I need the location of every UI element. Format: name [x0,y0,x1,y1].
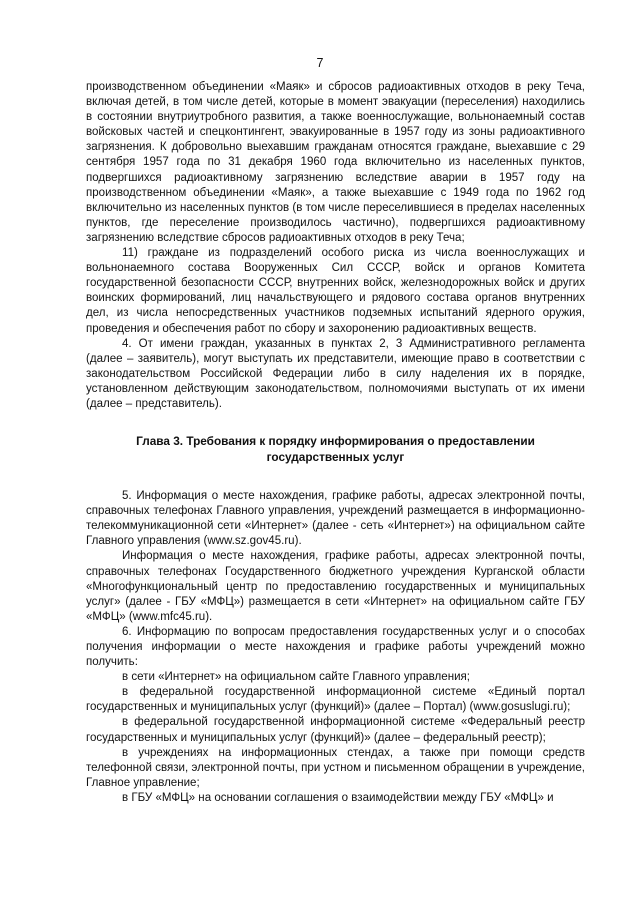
paragraph: в учреждениях на информационных стендах, а также при помощи средств телефонной связи, электронной почты, при устном и письменном обращении в учреждение, Главное управление; [86,746,585,789]
paragraph: производственном объединении «Маяк» и сбросов радиоактивных отходов в реку Теча, включая детей, в том числе детей, которые в момент эвакуации (переселения) находились в состоянии внутриутробного развития, а также военнослужащие, вольнонаемный состав войсковых частей и спецконтингент, эвакуированные в 1957 году из зоны радиоактивного загрязнения. К добровольно выехавшим гражданам относятся граждане, выехавшие с 29 сентября 1957 года по 31 декабря 1960 года включительно из населенных пунктов, подвергшихся радиоактивному загрязнению вследствие аварии в 1957 году на производственном объединении «Маяк», а также выехавшие с 1949 года по 1962 год включительно из населенных пунктов (в том числе переселившиеся в пределах населенных пунктов, где переселение производилось частично), подвергшихся радиоактивному загрязнению вследствие сбросов радиоактивных отходов в реку Теча; [86,81,585,244]
document-body [86,80,585,806]
page-number: 7 [316,56,324,70]
paragraph: 4. От имени граждан, указанных в пунктах 2, 3 Административного регламента (далее – заявитель), могут выступать их представители, имеющие право в соответствии с законодательством Российской Федерации либо в силу наделения их в порядке, установленном действующим законодательством, полномочиями выступать от их имени (далее – представитель). [86,337,585,410]
chapter-heading: Глава 3. Требования к порядку информирования о предоставлении государственных услуг [136,434,535,464]
paragraph: в федеральной государственной информационной системе «Федеральный реестр государственных и муниципальных услуг (функций)» (далее – федеральный реестр); [86,716,585,744]
paragraph: 5. Информация о месте нахождения, графике работы, адресах электронной почты, справочных телефонах Главного управления, учреждений размещается в информационно-телекоммуникационной сети «Интернет» (далее - сеть «Интернет») на официальном сайте Главного управления (www.sz.gov45.ru). [86,490,585,548]
paragraph: 11) граждане из подразделений особого риска из числа военнослужащих и вольнонаемного состава Вооруженных Сил СССР, войск и органов Комитета государственной безопасности СССР, внутренних войск, железнодорожных войск и других воинских формирований, лиц начальствующего и рядового состава органов внутренних дел, из числа непосредственных участников подземных испытаний ядерного оружия, проведения и обеспечения работ по сбору и захоронению радиоактивных веществ. [86,247,585,335]
paragraph: в ГБУ «МФЦ» на основании соглашения о взаимодействии между ГБУ «МФЦ» и [122,791,554,804]
paragraph: в федеральной государственной информационной системе «Единый портал государственных и муниципальных услуг (функций)» (далее – Портал) (www.gosuslugi.ru); [86,686,585,714]
paragraph: 6. Информацию по вопросам предоставления государственных услуг и о способах получения информации о месте нахождения и графике работы учреждений можно получить: [86,625,585,669]
paragraph: Информация о месте нахождения, графике работы, адресах электронной почты, справочных телефонах Государственного бюджетного учреждения Курганской области «Многофункциональный центр по предоставлению государственных и муниципальных услуг» (далее - ГБУ «МФЦ») размещается в сети «Интернет» на официальном сайте ГБУ «МФЦ» (www.mfc45.ru). [86,550,585,623]
paragraph: в сети «Интернет» на официальном сайте Главного управления; [122,671,471,684]
